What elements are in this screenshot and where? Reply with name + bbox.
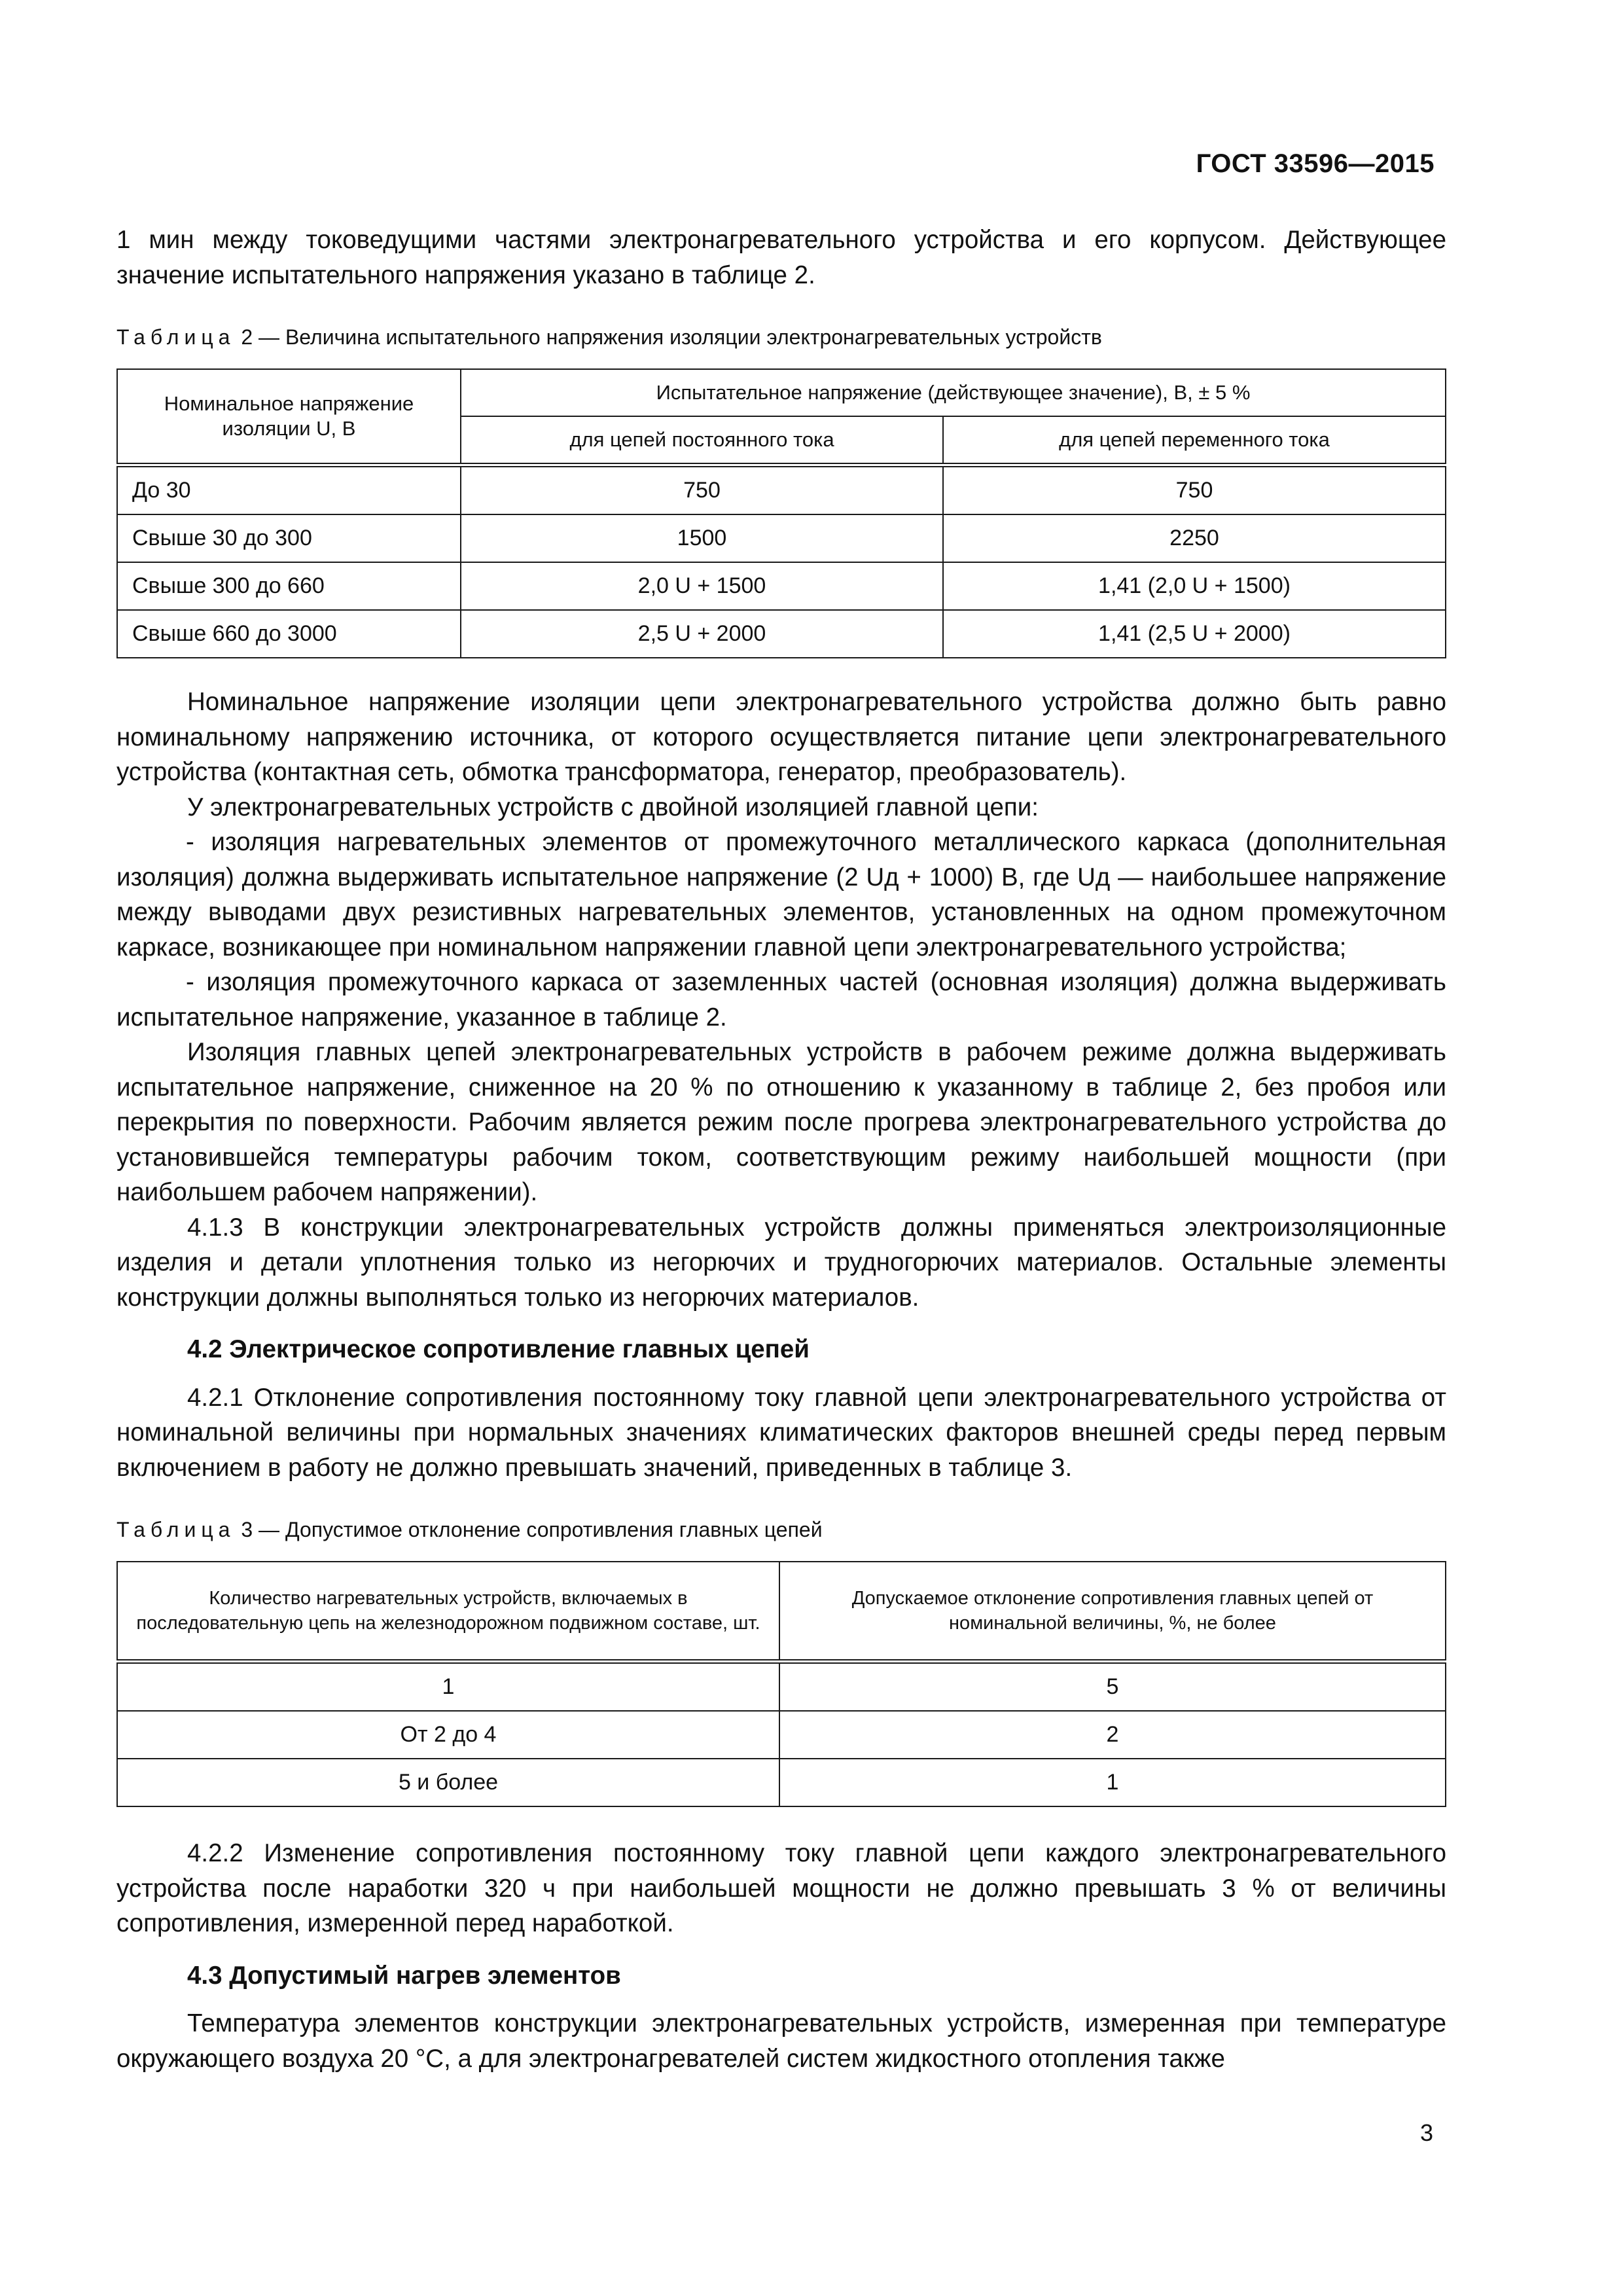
paragraph: Температура элементов конструкции электронагревательных устройств, измеренная при температуре окружающего воздуха 20 °С, а для электронагревателей систем жидкостного отопления также: [116, 2009, 1446, 2073]
table-cell: Свыше 660 до 3000: [117, 610, 461, 658]
table-row: [117, 1759, 1446, 1806]
table-cell: 2,0 U + 1500: [461, 562, 943, 610]
table-row: [117, 1662, 1446, 1712]
table-2-col-header-nominal-voltage: Номинальное напряжение изоляции U, В: [117, 369, 461, 465]
table-3-col-header-device-count: Количество нагревательных устройств, включаемых в последовательную цепь на железнодорожном подвижном составе, шт.: [117, 1562, 779, 1662]
table-cell: 1: [779, 1759, 1446, 1806]
table-row: [117, 562, 1446, 610]
table-row: [117, 465, 1446, 515]
table-caption-label: Таблица: [116, 325, 236, 349]
page-content: [116, 223, 1446, 2076]
paragraph: 4.2.2 Изменение сопротивления постоянному току главной цепи каждого электронагревательного устройства после наработки 320 ч при наибольшей мощности не должно превышать 3 % от величины сопротивления, измеренной перед наработкой.: [116, 1839, 1446, 1937]
table-cell: От 2 до 4: [117, 1711, 779, 1759]
paragraph: 4.2.1 Отклонение сопротивления постоянному току главной цепи электронагревательного устройства от номинальной величины при нормальных значениях климатических факторов внешней среды перед первым включением в работу не должно превышать значений, приведенных в таблице 3.: [116, 1383, 1446, 1482]
table-cell: До 30: [117, 465, 461, 515]
table-cell: 1,41 (2,0 U + 1500): [943, 562, 1446, 610]
table-2-group-header-test-voltage: Испытательное напряжение (действующее значение), В, ± 5 %: [461, 369, 1446, 416]
document-id-header: ГОСТ 33596—2015: [1196, 149, 1435, 178]
section-heading-4-3: 4.3 Допустимый нагрев элементов: [187, 1961, 621, 1990]
table-row: [117, 1711, 1446, 1759]
page-number: 3: [1419, 2119, 1433, 2146]
table-2-caption: [116, 324, 1446, 350]
table-cell: 1,41 (2,5 U + 2000): [943, 610, 1446, 658]
table-cell: 2,5 U + 2000: [461, 610, 943, 658]
paragraph: Номинальное напряжение изоляции цепи электронагревательного устройства должно быть равно номинальному напряжению источника, от которого осуществляется питание цепи электронагревательного устройства (контактная сеть, обмотка трансформатора, генератор, преобразователь).: [116, 688, 1446, 786]
table-row: [117, 514, 1446, 562]
table-cell: 5: [779, 1662, 1446, 1712]
table-caption-label: Таблица: [116, 1518, 236, 1541]
table-cell: 750: [943, 465, 1446, 515]
paragraph: У электронагревательных устройств с двойной изоляцией главной цепи:: [187, 793, 1039, 821]
table-2-col-header-dc: для цепей постоянного тока: [461, 416, 943, 465]
list-item: - изоляция нагревательных элементов от промежуточного металлического каркаса (дополнительная изоляция) должна выдерживать испытательное напряжение (2 Uд + 1000) В, где Uд — наибольшее напряжение между выводами двух резистивных нагревательных элементов, установленных на одном промежуточном каркасе, возникающее при номинальном напряжении главной цепи электронагревательного устройства;: [116, 828, 1446, 961]
table-cell: 1: [117, 1662, 779, 1712]
table-3: [116, 1561, 1446, 1807]
table-cell: Свыше 30 до 300: [117, 514, 461, 562]
table-3-col-header-allowed-deviation: Допускаемое отклонение сопротивления главных цепей от номинальной величины, %, не более: [779, 1562, 1446, 1662]
table-caption-text: 2 — Величина испытательного напряжения изоляции электронагревательных устройств: [241, 325, 1102, 349]
table-2-col-header-ac: для цепей переменного тока: [943, 416, 1446, 465]
paragraph: 4.1.3 В конструкции электронагревательных устройств должны применяться электроизоляционные изделия и детали уплотнения только из негорючих и трудногорючих материалов. Остальные элементы конструкции должны выполняться только из негорючих материалов.: [116, 1213, 1446, 1312]
table-cell: 2250: [943, 514, 1446, 562]
table-cell: 5 и более: [117, 1759, 779, 1806]
section-heading-4-2: 4.2 Электрическое сопротивление главных цепей: [187, 1335, 810, 1363]
paragraph: Изоляция главных цепей электронагревательных устройств в рабочем режиме должна выдерживать испытательное напряжение, сниженное на 20 % по отношению к указанному в таблице 2, без пробоя или перекрытия по поверхности. Рабочим является режим после прогрева электронагревательного устройства до установившейся температуры рабочим током, соответствующим режиму наибольшей мощности (при наибольшем рабочем напряжении).: [116, 1038, 1446, 1206]
table-cell: 1500: [461, 514, 943, 562]
table-2: [116, 368, 1446, 658]
table-cell: 750: [461, 465, 943, 515]
table-cell: Свыше 300 до 660: [117, 562, 461, 610]
table-caption-text: 3 — Допустимое отклонение сопротивления главных цепей: [241, 1518, 823, 1541]
table-cell: 2: [779, 1711, 1446, 1759]
paragraph: 1 мин между токоведущими частями электронагревательного устройства и его корпусом. Действующее значение испытательного напряжения указано в таблице 2.: [116, 226, 1446, 289]
table-row: [117, 610, 1446, 658]
table-3-caption: [116, 1516, 1446, 1543]
list-item: - изоляция промежуточного каркаса от заземленных частей (основная изоляция) должна выдерживать испытательное напряжение, указанное в таблице 2.: [116, 968, 1446, 1031]
